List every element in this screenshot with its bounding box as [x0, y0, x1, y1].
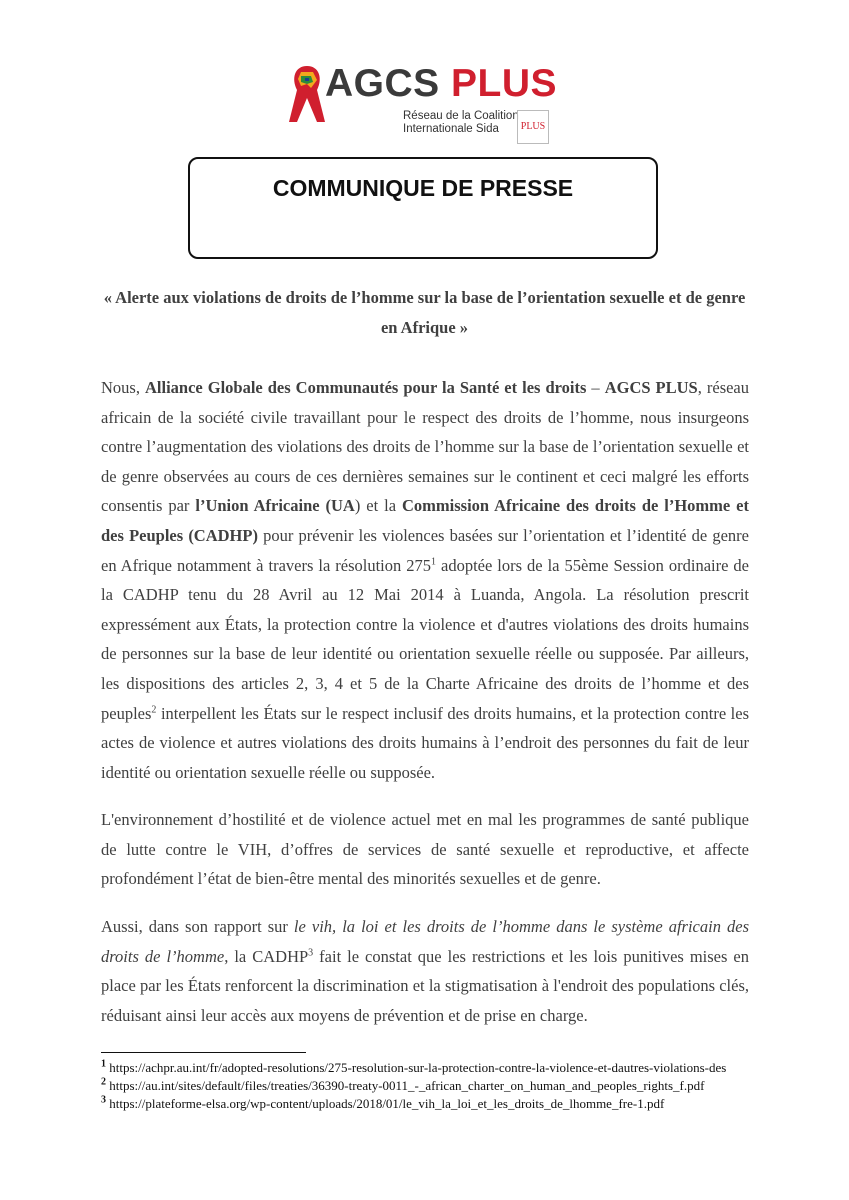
footnote-1-link[interactable]: https://achpr.au.int/fr/adopted-resolutions/275-resolution-sur-la-protection-contre-la-violence-et-dautres-violations-des: [106, 1060, 727, 1075]
logo-subtitle-line1: Réseau de la Coalition: [403, 110, 519, 122]
footnote-ref-2[interactable]: 2: [151, 704, 157, 716]
footnotes: [101, 1059, 749, 1113]
p3-italic-report-title: le vih, la loi et les droits de l’homme dans le système africain des droits de l’homme: [101, 917, 749, 966]
footnote-3-number: 3: [101, 1094, 106, 1106]
logo-wordmark-agcs: AGCS: [325, 62, 452, 105]
p1-text-5: pour prévenir les violences basées sur l’orientation et l’identité de genre en Afrique notamment à travers la résolution 275: [101, 525, 749, 575]
footnote-ref-1[interactable]: 1: [431, 556, 437, 568]
p3-text-1: Aussi, dans son rapport sur: [101, 917, 294, 936]
footnote-2: [101, 1077, 749, 1095]
agcs-plus-logo: [285, 58, 558, 148]
p1-text-2: –: [586, 378, 605, 397]
p1-bold-agcs-name: Alliance Globale des Communautés pour la Santé et les droits: [144, 378, 587, 397]
paragraph-1: [101, 373, 749, 787]
p1-text-3: , réseau africain de la société civile travaillant pour le respect des droits de l’homme, nous insurgeons contre l’augmentation des violations des droits de l’homme sur la base de l’orientation sexuelle et de genre observées au cours de ces dernières semaines sur le continent et ceci malgré les efforts consentis par: [101, 378, 750, 516]
paragraph-3: [101, 912, 749, 1030]
logo-subtitle: [403, 110, 519, 136]
p1-text-1: Nous,: [101, 378, 145, 397]
p3-text-2: , la CADHP: [224, 946, 309, 966]
p1-bold-cadhp: Commission Africaine des droits de l’Homme et des Peuples (CADHP): [101, 496, 750, 545]
logo-wordmark: [325, 62, 557, 106]
p1-bold-union-africaine: l’Union Africaine (UA: [195, 496, 355, 516]
p1-bold-agcs-plus: AGCS PLUS: [604, 378, 698, 397]
footnote-2-link[interactable]: https://au.int/sites/default/files/treaties/36390-treaty-0011_-_african_charter_on_human_and_peoples_rights_f.pdf: [106, 1078, 705, 1093]
red-ribbon-africa-icon: [285, 62, 329, 126]
footnote-1: [101, 1059, 749, 1077]
footnote-1-number: 1: [101, 1058, 106, 1070]
footnote-divider: [101, 1052, 306, 1053]
logo-wordmark-plus: PLUS: [451, 62, 558, 105]
p1-text-7: interpellent les États sur le respect inclusif des droits humains, et la protection contre les actes de violence et autres violations des droits humains à l’endroit des personnes du fait de leur identité ou orientation sexuelle réelle ou supposée.: [101, 703, 749, 782]
paragraph-2: L'environnement d’hostilité et de violence actuel met en mal les programmes de santé publique de lutte contre le VIH, d’offres de services de santé sexuelle et reproductive, et affecte profondément l’état de bien-être mental des minorités sexuelles et de genre.: [101, 810, 749, 889]
logo-subtitle-line2: Internationale Sida: [403, 123, 499, 135]
footnote-3-link[interactable]: https://plateforme-elsa.org/wp-content/uploads/2018/01/le_vih_la_loi_et_les_droits_de_lhomme_fre-1.pdf: [106, 1096, 665, 1111]
p1-text-4: ) et la: [354, 496, 402, 516]
press-release-title: COMMUNIQUE DE PRESSE: [272, 175, 574, 201]
headline: « Alerte aux violations de droits de l’homme sur la base de l’orientation sexuelle et de genre en Afrique »: [103, 288, 746, 337]
plus-badge-icon: PLUS: [517, 110, 549, 144]
p1-text-6: adoptée lors de la 55ème Session ordinaire de la CADHP tenu du 28 Avril au 12 Mai 2014 à Luanda, Angola. La résolution prescrit expressément aux États, la protection contre la violence et d'autres violations des droits humains de personnes sur la base de leur identité ou orientation sexuelle réelle ou supposée. Par ailleurs, les dispositions des articles 2, 3, 4 et 5 de la Charte Africaine des droits de l’homme et des peuples: [101, 555, 750, 723]
footnote-3: [101, 1095, 749, 1113]
press-release-box: [188, 157, 658, 259]
footnote-ref-3[interactable]: 3: [308, 947, 314, 959]
p3-text-3: fait le constat que les restrictions et les lois punitives mises en place par les États renforcent la discrimination et la stigmatisation à l'endroit des populations clés, réduisant ainsi leur accès aux moyens de prévention et de prise en charge.: [101, 946, 749, 1025]
footnote-2-number: 2: [101, 1076, 106, 1088]
